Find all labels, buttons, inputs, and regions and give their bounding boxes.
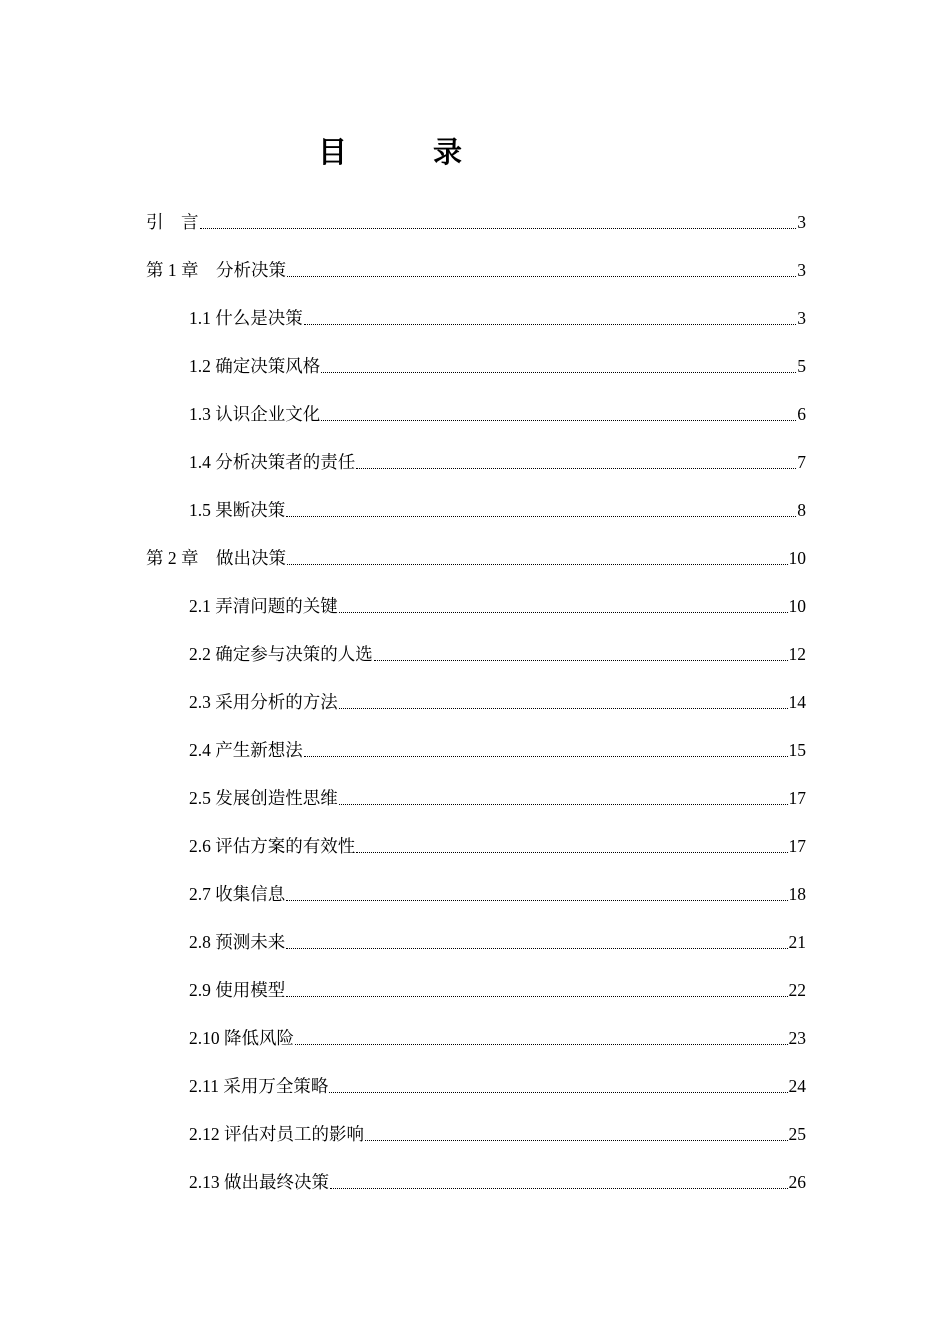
toc-entry-label: 2.13 做出最终决策 <box>189 1172 329 1192</box>
toc-page-number: 22 <box>788 980 806 1000</box>
toc-leader-dots <box>286 496 796 524</box>
toc-leader-dots <box>365 1120 788 1148</box>
toc-entry-label: 2.6 评估方案的有效性 <box>189 836 356 856</box>
toc-entry-label: 引 言 <box>146 212 199 232</box>
toc-leader-dots <box>321 400 796 428</box>
toc-entry[interactable] <box>189 1168 806 1196</box>
toc-leader-dots <box>287 544 788 572</box>
toc-entry-label: 2.12 评估对员工的影响 <box>189 1124 364 1144</box>
toc-page-number: 6 <box>797 404 806 424</box>
toc-leader-dots <box>200 208 797 236</box>
toc-leader-dots <box>339 784 788 812</box>
toc-leader-dots <box>339 688 788 716</box>
toc-entry[interactable] <box>189 928 806 956</box>
toc-page-number: 3 <box>797 260 806 280</box>
toc-leader-dots <box>339 592 788 620</box>
toc-entry[interactable] <box>189 352 806 380</box>
toc-page-number: 17 <box>788 836 806 856</box>
toc-page-number: 14 <box>788 692 806 712</box>
toc-entry[interactable] <box>146 256 806 284</box>
toc-page-number: 24 <box>788 1076 806 1096</box>
toc-entry[interactable] <box>189 448 806 476</box>
toc-entry[interactable] <box>146 544 806 572</box>
toc-page-number: 15 <box>788 740 806 760</box>
toc-leader-dots <box>304 736 788 764</box>
toc-entry[interactable] <box>189 832 806 860</box>
toc-page-number: 21 <box>788 932 806 952</box>
toc-page-number: 8 <box>797 500 806 520</box>
toc-entry-label: 2.3 采用分析的方法 <box>189 692 338 712</box>
toc-entry[interactable] <box>189 400 806 428</box>
toc-leader-dots <box>321 352 796 380</box>
toc-leader-dots <box>287 256 796 284</box>
toc-page-number: 17 <box>788 788 806 808</box>
toc-leader-dots <box>286 976 787 1004</box>
toc-page-number: 26 <box>788 1172 806 1192</box>
toc-entry[interactable] <box>189 736 806 764</box>
toc-page-number: 5 <box>797 356 806 376</box>
toc-entry[interactable] <box>189 640 806 668</box>
toc-entry-label: 2.10 降低风险 <box>189 1028 294 1048</box>
title-char-2: 录 <box>433 135 463 169</box>
toc-entry-label: 2.8 预测未来 <box>189 932 286 952</box>
toc-entry-label: 2.7 收集信息 <box>189 884 286 904</box>
toc-entry-label: 2.5 发展创造性思维 <box>189 788 338 808</box>
toc-leader-dots <box>374 640 788 668</box>
toc-entry[interactable] <box>189 976 806 1004</box>
toc-entry-label: 2.2 确定参与决策的人选 <box>189 644 373 664</box>
toc-entry-label: 1.5 果断决策 <box>189 500 286 520</box>
toc-entry-label: 1.2 确定决策风格 <box>189 356 321 376</box>
title-char-1: 目 <box>317 135 347 169</box>
toc-leader-dots <box>356 448 796 476</box>
toc-entry[interactable] <box>189 592 806 620</box>
toc-leader-dots <box>330 1168 788 1196</box>
toc-entry-label: 1.1 什么是决策 <box>189 308 303 328</box>
toc-page-number: 7 <box>797 452 806 472</box>
toc-entry[interactable] <box>189 784 806 812</box>
toc-entry-label: 2.1 弄清问题的关键 <box>189 596 338 616</box>
toc-entry[interactable] <box>189 1072 806 1100</box>
toc-page-number: 23 <box>788 1028 806 1048</box>
toc-leader-dots <box>295 1024 788 1052</box>
toc-leader-dots <box>286 880 787 908</box>
toc-entry-label: 2.11 采用万全策略 <box>189 1076 329 1096</box>
toc-entry-label: 1.3 认识企业文化 <box>189 404 321 424</box>
toc-entry[interactable] <box>189 304 806 332</box>
toc-entry-label: 第 1 章 分析决策 <box>146 260 286 280</box>
toc-page-number: 12 <box>788 644 806 664</box>
toc-entry-label: 2.9 使用模型 <box>189 980 286 1000</box>
toc-entry[interactable] <box>189 880 806 908</box>
toc-entry[interactable] <box>189 1024 806 1052</box>
toc-leader-dots <box>286 928 787 956</box>
toc-page-number: 3 <box>797 212 806 232</box>
toc-page-number: 10 <box>788 596 806 616</box>
toc-page-number: 3 <box>797 308 806 328</box>
toc-leader-dots <box>329 1072 787 1100</box>
toc-entry[interactable] <box>189 1120 806 1148</box>
page-title <box>0 130 780 174</box>
toc-entry-label: 第 2 章 做出决策 <box>146 548 286 568</box>
toc-page-number: 18 <box>788 884 806 904</box>
toc-page-number: 25 <box>788 1124 806 1144</box>
toc-entry[interactable] <box>189 688 806 716</box>
toc-entry[interactable] <box>146 208 806 236</box>
toc-entry-label: 2.4 产生新想法 <box>189 740 303 760</box>
toc-leader-dots <box>304 304 797 332</box>
toc-leader-dots <box>356 832 787 860</box>
toc-page-number: 10 <box>788 548 806 568</box>
toc-entry-label: 1.4 分析决策者的责任 <box>189 452 356 472</box>
toc-entry[interactable] <box>189 496 806 524</box>
